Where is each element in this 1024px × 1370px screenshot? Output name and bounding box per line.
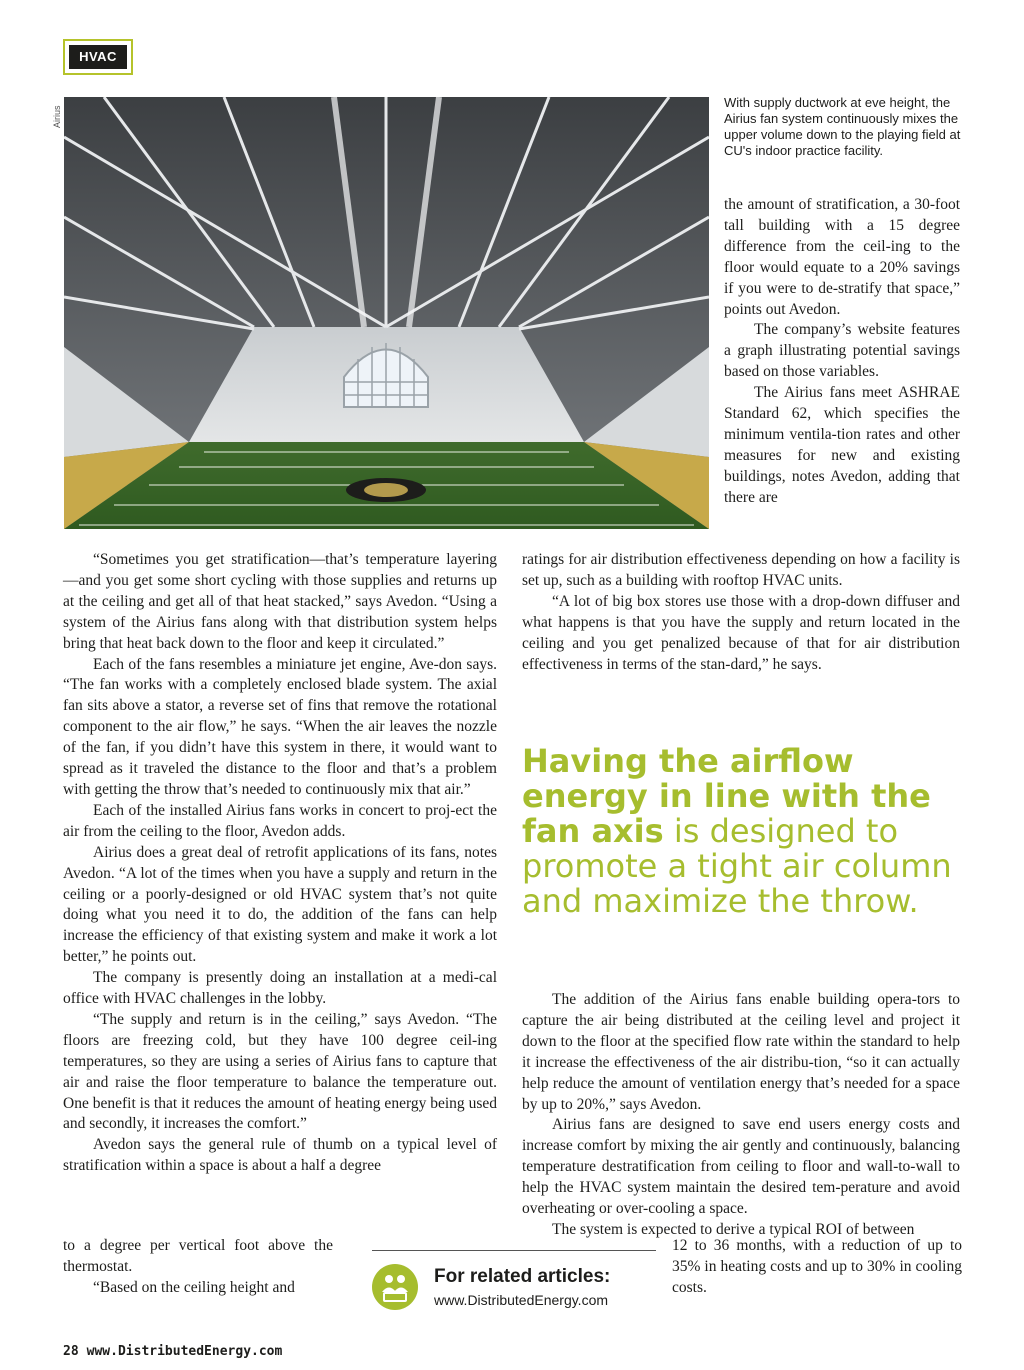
paragraph: The Airius fans meet ASHRAE Standard 62, which specifies the minimum ventila-tion rates and other measures for new and existing buildings, notes Avedon, adding that there are [724,384,960,506]
paragraph: Each of the fans resembles a miniature jet engine, Ave-don says. “The fan works with a completely enclosed blade system. The axial fan sits above a stator, a reverse set of fins that remove the rotational component to the air flow,” he says. “When the air leaves the nozzle of the fan, if you didn’t have this system in there, it would want to spread as it traveled the distance to the floor and that’s a problem with getting the throw that’s needed to continuously mix that air.” [63,655,497,798]
people-computer-icon [372,1264,418,1310]
related-link[interactable]: www.DistributedEnergy.com [434,1292,609,1308]
paragraph: to a degree per vertical foot above the thermostat. [63,1237,333,1275]
page-footer [63,1344,282,1359]
paragraph: Airius fans are designed to save end users energy costs and increase comfort by mixing the air gently and continuously, balancing temperature destratification from ceiling to floor and wall-to-wall to help the HVAC system maintain the desired tem-perature and avoid overheating or over-cooling a space. [522,1116,960,1218]
left-column [63,550,497,1177]
photo-credit: Airius [52,105,62,128]
paragraph: “The supply and return is in the ceiling,” says Avedon. “The floors are freezing cold, but they have 100 degree ceil-ing temperatures, so they are using a series of Airius fans to capture that air and raise the floor temperature to balance the temperature out. One benefit is that it reduces the amount of heating energy being used and secondly, it increases the comfort.” [63,1010,497,1133]
paragraph: the amount of stratification, a 30-foot tall building with a 15 degree difference from the ceil-ing to the floor would equate to a 20% savings if you were to de-stratify that space,” points out Avedon. [724,196,960,318]
photo-caption: With supply ductwork at eve height, the Airius fan system continuously mixes the upper volume down to the playing field at CU's indoor practice facility. [724,95,961,158]
related-articles[interactable] [372,1262,662,1312]
paragraph: The company is presently doing an installation at a medi-cal office with HVAC challenges in the lobby. [63,969,497,1008]
right-column-top [724,195,960,509]
photo-illustration [64,97,709,529]
page-number: 28 [63,1344,79,1359]
paragraph: 12 to 36 months, with a reduction of up to 35% in heating costs and up to 30% in cooling costs. [672,1237,962,1296]
left-column-narrow [63,1236,333,1299]
related-title: For related articles: [434,1266,611,1287]
middle-column-narrow [672,1236,962,1299]
section-tag-label: HVAC [69,45,127,69]
pull-quote [522,744,962,919]
paragraph: The addition of the Airius fans enable building opera-tors to capture the air being distributed at the ceiling level and project it down to the floor at the specified flow rate within the standard to help it increase the effectiveness of the air distribu-tion, “so it can actually help reduce the amount of ventilation energy that’s needed for a space by up to 20%,” says Avedon. [522,991,960,1113]
paragraph: Airius does a great deal of retrofit applications of its fans, notes Avedon. “A lot of the times when you have a supply and return in the ceiling or a poorly-designed or old HVAC system that’s not quite doing what you need it to do, the addition of the fans can help increase the efficiency of that existing system and make it work a lot better,” he points out. [63,843,497,966]
middle-column-top [522,550,960,675]
pull-quote-bold: Having the airflow energy in line with the fan axis [522,742,931,850]
middle-column-bottom [522,990,960,1241]
pull-quote-regular: is designed to promote a tight air column and maximize the throw. [522,812,952,920]
section-tag [63,39,133,75]
indoor-practice-facility-photo [64,97,709,529]
related-divider [372,1250,656,1251]
paragraph: ratings for air distribution effectiveness depending on how a facility is set up, such as a building with rooftop HVAC units. [522,551,960,589]
paragraph: The system is expected to derive a typical ROI of between [552,1220,915,1238]
paragraph: Each of the installed Airius fans works in concert to proj-ect the air from the ceiling to the floor, Avedon adds. [63,801,497,840]
paragraph: Avedon says the general rule of thumb on a typical level of stratification within a space is about a half a degree [63,1136,497,1175]
paragraph: “A lot of big box stores use those with a drop-down diffuser and what happens is that you have the supply and return located in the ceiling and you get penalized because of that for air distribution effectiveness in terms of the stan-dard,” he says. [522,592,960,673]
paragraph: “Sometimes you get stratification—that’s temperature layering—and you get some short cycling with those supplies and returns up at the ceiling and get all of that heat stacked,” says Avedon. “Using a system of the Airius fans along with that distribution system helps bring that heat back down to the floor and keep it circulated.” [63,551,497,652]
paragraph: The company’s website features a graph illustrating potential savings based on those variables. [724,321,960,381]
paragraph: “Based on the ceiling height and [93,1278,295,1296]
footer-site-link[interactable]: www.DistributedEnergy.com [86,1344,283,1359]
